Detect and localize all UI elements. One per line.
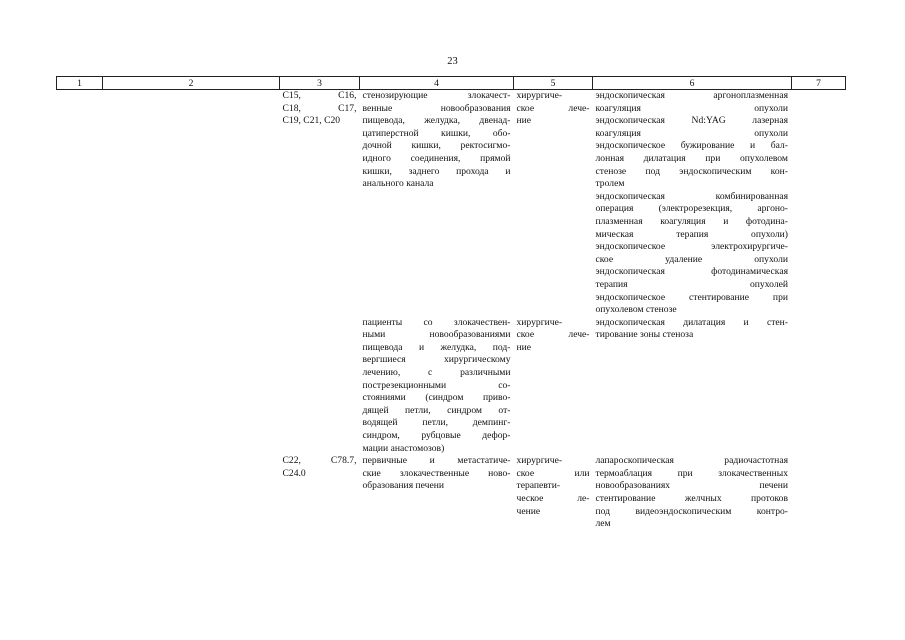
cell-text-line: операция (электрорезекция, аргоно- xyxy=(595,203,788,215)
column-header: 1 xyxy=(57,77,103,90)
medical-care-table xyxy=(56,76,846,531)
column-header: 3 xyxy=(280,77,360,90)
cell-text-line: ние xyxy=(516,341,532,353)
cell-text-line: C22, C78.7, xyxy=(282,455,357,467)
treatment-method-cell xyxy=(593,90,792,317)
cell-text-line: терапевти- xyxy=(516,480,561,492)
col-2 xyxy=(103,317,280,456)
cell-text-line: хирургиче- xyxy=(516,90,563,101)
cell-text-line: тролем xyxy=(595,178,625,190)
cell-text-line: эндоскопическое бужирование и бал- xyxy=(595,140,788,152)
patient-model-cell xyxy=(360,317,514,456)
cell-text-line: ние xyxy=(516,115,532,127)
cell-text-line: ческое ле- xyxy=(516,493,590,504)
cell-text-line: кишки, заднего прохода и xyxy=(362,165,511,177)
cell-text-line: цатиперстной кишки, обо- xyxy=(362,127,511,139)
treatment-method-cell xyxy=(593,317,792,456)
cell-text-line: стенозе под эндоскопическим кон- xyxy=(595,165,788,177)
cell-text-line: эндоскопическая дилатация и стен- xyxy=(595,316,788,328)
cell-text-line: пищевода и желудка, под- xyxy=(362,341,511,353)
col-1 xyxy=(57,317,103,456)
cell-text-line: пищевода, желудка, двенад- xyxy=(362,115,511,127)
treatment-method-cell xyxy=(593,455,792,531)
table-header-row xyxy=(57,77,846,90)
cell-text-line: ское лече- xyxy=(516,329,590,341)
cell-text-line: венные новообразования xyxy=(362,102,511,114)
cell-text-line: хирургиче- xyxy=(516,455,563,467)
cell-text-line: C24.0 xyxy=(282,467,306,479)
col-1 xyxy=(57,455,103,531)
cell-text-line: термоаблация при злокачественных xyxy=(595,467,788,479)
col-7 xyxy=(792,455,846,531)
treatment-type-cell xyxy=(514,455,593,531)
cell-text-line: ское удаление опухоли xyxy=(595,253,788,265)
cell-text-line: C18, C17, xyxy=(282,102,357,114)
cell-text-line: C15, C16, xyxy=(282,90,357,101)
cell-text-line: эндоскопическая фотодинамическая xyxy=(595,266,788,278)
cell-text-line: лем xyxy=(595,518,611,530)
cell-text-line: первичные и метастатиче- xyxy=(362,455,511,467)
cell-text-line: водящей петли, демпинг- xyxy=(362,417,511,429)
cell-text-line: образования печени xyxy=(362,480,445,492)
cell-text-line: стояниями (синдром приво- xyxy=(362,392,511,404)
cell-text-line: плазменная коагуляция и фотодина- xyxy=(595,215,788,227)
cell-text-line: ское или xyxy=(516,467,590,479)
cell-text-line: эндоскопическая Nd:YAG лазерная xyxy=(595,115,788,127)
cell-text-line: ское лече- xyxy=(516,102,590,114)
column-header: 6 xyxy=(593,77,792,90)
cell-text-line: хирургиче- xyxy=(516,316,563,328)
patient-model-cell xyxy=(360,455,514,531)
column-header: 7 xyxy=(792,77,846,90)
cell-text-line: стентирование желчных протоков xyxy=(595,493,788,504)
cell-text-line: идного соединения, прямой xyxy=(362,152,511,164)
treatment-type-cell xyxy=(514,317,593,456)
cell-text-line: эндоскопическое электрохирургиче- xyxy=(595,241,788,253)
page-number: 23 xyxy=(447,56,458,67)
cell-text-line: лонная дилатация при опухолевом xyxy=(595,152,788,164)
cell-text-line: мическая терапия опухоли) xyxy=(595,228,788,240)
cell-text-line: C19, C21, C20 xyxy=(282,115,341,127)
cell-text-line: пациенты со злокачествен- xyxy=(362,316,511,328)
col-2 xyxy=(103,455,280,531)
patient-model-cell xyxy=(360,90,514,317)
cell-text-line: терапия опухолей xyxy=(595,278,788,290)
cell-text-line: опухолевом стенозе xyxy=(595,304,677,316)
cell-text-line: тирование зоны стеноза xyxy=(595,329,694,341)
cell-text-line: дочной кишки, ректосигмо- xyxy=(362,140,511,152)
cell-text-line: лапароскопическая радиочастотная xyxy=(595,455,788,467)
col-2 xyxy=(103,90,280,317)
cell-text-line: дящей петли, синдром от- xyxy=(362,404,511,416)
cell-text-line: эндоскопическая комбинированная xyxy=(595,190,788,202)
cell-text-line: анального канала xyxy=(362,178,434,190)
treatment-type-cell xyxy=(514,90,593,317)
col-7 xyxy=(792,317,846,456)
cell-text-line: эндоскопическая аргоноплазменная xyxy=(595,90,788,101)
icd-codes-cell xyxy=(280,90,360,317)
column-header: 4 xyxy=(360,77,514,90)
cell-text-line: эндоскопическое стентирование при xyxy=(595,291,788,303)
cell-text-line: лечению, с различными xyxy=(362,367,511,379)
cell-text-line: мации анастомозов) xyxy=(362,442,445,454)
cell-text-line: чение xyxy=(516,505,541,517)
column-header: 2 xyxy=(103,77,280,90)
cell-text-line: коагуляция опухоли xyxy=(595,127,788,139)
icd-codes-cell xyxy=(280,317,360,456)
table-row xyxy=(57,455,846,531)
col-7 xyxy=(792,90,846,317)
cell-text-line: пострезекционными со- xyxy=(362,379,511,391)
table-row xyxy=(57,317,846,456)
table-row xyxy=(57,90,846,317)
cell-text-line: новообразованиях печени xyxy=(595,480,788,492)
cell-text-line: ские злокачественные ново- xyxy=(362,467,511,479)
cell-text-line: под видеоэндоскопическим контро- xyxy=(595,505,788,517)
icd-codes-cell xyxy=(280,455,360,531)
column-header: 5 xyxy=(514,77,593,90)
cell-text-line: коагуляция опухоли xyxy=(595,102,788,114)
col-1 xyxy=(57,90,103,317)
cell-text-line: ными новообразованиями xyxy=(362,329,511,341)
cell-text-line: стенозирующие злокачест- xyxy=(362,90,511,101)
cell-text-line: вергшиеся хирургическому xyxy=(362,354,511,366)
cell-text-line: синдром, рубцовые дефор- xyxy=(362,430,511,442)
